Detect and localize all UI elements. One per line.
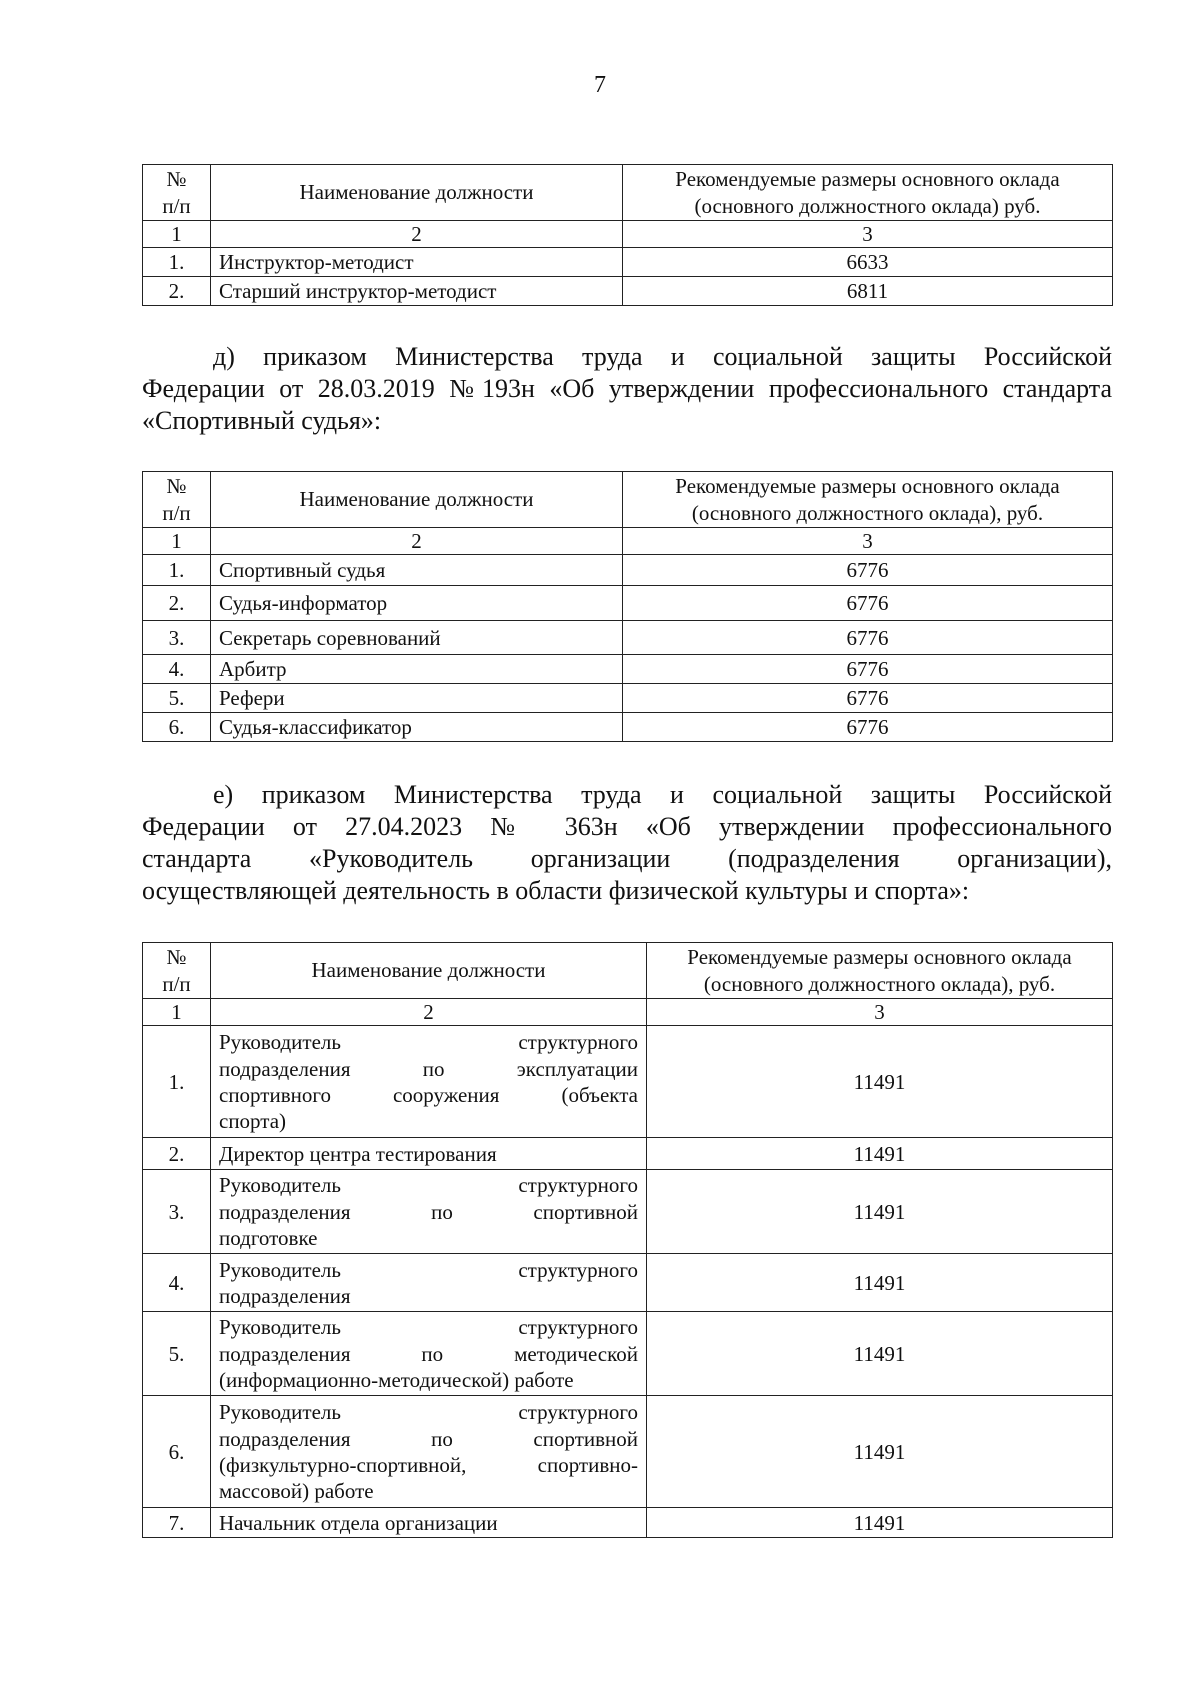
table-row bbox=[143, 1254, 1113, 1312]
table-row bbox=[143, 684, 1113, 713]
column-index-2: 2 bbox=[211, 999, 647, 1026]
header-num-label: п/п bbox=[162, 193, 191, 218]
position-name: Инструктор-методист bbox=[211, 248, 623, 277]
table-row bbox=[143, 1138, 1113, 1170]
row-number: 1. bbox=[143, 555, 211, 586]
position-name-line: спортивного сооружения (объекта bbox=[219, 1082, 638, 1107]
header-salary-line2: (основного должностного оклада), руб. bbox=[703, 971, 1056, 996]
salary-value: 11491 bbox=[647, 1396, 1113, 1508]
position-name-line: Начальник отдела организации bbox=[219, 1510, 498, 1535]
position-name-line: подразделения по методической bbox=[219, 1341, 638, 1366]
row-number: 2. bbox=[143, 277, 211, 306]
position-name-line: Руководитель структурного bbox=[219, 1315, 638, 1340]
salary-value: 11491 bbox=[647, 1138, 1113, 1170]
paragraph-d-line3: «Спортивный судья»: bbox=[142, 406, 382, 435]
page-number: 7 bbox=[594, 72, 606, 98]
header-num-label: п/п bbox=[162, 500, 191, 525]
position-name bbox=[211, 1170, 647, 1254]
position-name-line: (информационно-методической) работе bbox=[219, 1367, 574, 1392]
header-num-cell bbox=[143, 472, 211, 528]
position-name bbox=[211, 1508, 647, 1538]
column-index-2: 2 bbox=[211, 221, 623, 248]
table-row bbox=[143, 248, 1113, 277]
column-index-row bbox=[143, 528, 1113, 555]
table-row bbox=[143, 555, 1113, 586]
salary-value: 6633 bbox=[623, 248, 1113, 277]
position-name: Судья-классификатор bbox=[211, 713, 623, 742]
header-num-symbol: № bbox=[166, 945, 187, 970]
header-salary-line2: (основного должностного оклада), руб. bbox=[691, 500, 1044, 525]
position-name-line: подразделения по спортивной bbox=[219, 1199, 638, 1224]
paragraph-d-line2: Федерации от 28.03.2019 №193н «Об утверждении профессионального стандарта bbox=[142, 374, 1112, 403]
row-number: 3. bbox=[143, 1170, 211, 1254]
column-index-3: 3 bbox=[623, 221, 1113, 248]
paragraph-e bbox=[142, 779, 1112, 907]
position-name-line: (физкультурно-спортивной, спортивно- bbox=[219, 1452, 638, 1477]
position-name-line: Руководитель структурного bbox=[219, 1400, 638, 1425]
table-row bbox=[143, 277, 1113, 306]
header-num-label: п/п bbox=[162, 971, 191, 996]
row-number: 1. bbox=[143, 1026, 211, 1138]
row-number: 2. bbox=[143, 586, 211, 621]
row-number: 6. bbox=[143, 1396, 211, 1508]
header-position-cell: Наименование должности bbox=[211, 472, 623, 528]
table-row bbox=[143, 1312, 1113, 1396]
position-name-line: массовой) работе bbox=[219, 1479, 374, 1503]
position-name-line: спорта) bbox=[219, 1109, 287, 1133]
paragraph-e-line2: Федерации от 27.04.2023 № 363н «Об утверждении профессионального bbox=[142, 812, 1112, 841]
row-number: 5. bbox=[143, 684, 211, 713]
table-header-row bbox=[143, 472, 1113, 528]
row-number: 1. bbox=[143, 248, 211, 277]
position-name: Спортивный судья bbox=[211, 555, 623, 586]
header-num-symbol: № bbox=[166, 167, 187, 192]
salary-value: 6776 bbox=[623, 684, 1113, 713]
salary-value: 11491 bbox=[647, 1170, 1113, 1254]
column-index-1: 1 bbox=[143, 528, 211, 555]
column-index-row bbox=[143, 221, 1113, 248]
position-name: Старший инструктор-методист bbox=[211, 277, 623, 306]
position-name bbox=[211, 1254, 647, 1312]
table-row bbox=[143, 713, 1113, 742]
salary-value: 6776 bbox=[623, 621, 1113, 655]
position-name: Секретарь соревнований bbox=[211, 621, 623, 655]
position-name-line: подготовке bbox=[219, 1225, 318, 1250]
position-name bbox=[211, 1312, 647, 1396]
salary-value: 11491 bbox=[647, 1312, 1113, 1396]
table-header-row bbox=[143, 165, 1113, 221]
paragraph-e-line1: е) приказом Министерства труда и социальной защиты Российской bbox=[213, 780, 1112, 809]
row-number: 6. bbox=[143, 713, 211, 742]
row-number: 7. bbox=[143, 1508, 211, 1538]
position-name bbox=[211, 1138, 647, 1170]
row-number: 4. bbox=[143, 655, 211, 684]
table-row bbox=[143, 655, 1113, 684]
column-index-2: 2 bbox=[211, 528, 623, 555]
header-position-cell: Наименование должности bbox=[211, 165, 623, 221]
header-num-symbol: № bbox=[166, 474, 187, 499]
paragraph-e-line4: осуществляющей деятельность в области физической культуры и спорта»: bbox=[142, 876, 970, 905]
header-salary-line1: Рекомендуемые размеры основного оклада bbox=[675, 474, 1060, 499]
row-number: 3. bbox=[143, 621, 211, 655]
salary-value: 6776 bbox=[623, 555, 1113, 586]
table-row bbox=[143, 1170, 1113, 1254]
position-name: Рефери bbox=[211, 684, 623, 713]
position-name: Судья-информатор bbox=[211, 586, 623, 621]
position-name bbox=[211, 1396, 647, 1508]
header-position-cell: Наименование должности bbox=[211, 943, 647, 999]
salary-table-3 bbox=[142, 942, 1113, 1538]
salary-value: 11491 bbox=[647, 1508, 1113, 1538]
position-name-line: Руководитель структурного bbox=[219, 1173, 638, 1198]
row-number: 2. bbox=[143, 1138, 211, 1170]
position-name bbox=[211, 1026, 647, 1138]
salary-value: 6811 bbox=[623, 277, 1113, 306]
table-row bbox=[143, 621, 1113, 655]
table-row bbox=[143, 1508, 1113, 1538]
column-index-1: 1 bbox=[143, 221, 211, 248]
header-salary-line1: Рекомендуемые размеры основного оклада bbox=[675, 167, 1060, 192]
header-salary-cell bbox=[623, 165, 1113, 221]
salary-value: 11491 bbox=[647, 1026, 1113, 1138]
paragraph-d-line1: д) приказом Министерства труда и социальной защиты Российской bbox=[213, 342, 1112, 371]
position-name-line: Руководитель структурного bbox=[219, 1030, 638, 1055]
column-index-row bbox=[143, 999, 1113, 1026]
position-name-line: подразделения по эксплуатации bbox=[219, 1056, 638, 1081]
header-num-cell bbox=[143, 165, 211, 221]
table-row bbox=[143, 1396, 1113, 1508]
position-name-line: подразделения по спортивной bbox=[219, 1426, 638, 1451]
row-number: 5. bbox=[143, 1312, 211, 1396]
header-salary-cell bbox=[623, 472, 1113, 528]
paragraph-e-line3: стандарта «Руководитель организации (подразделения организации), bbox=[142, 844, 1112, 873]
salary-value: 6776 bbox=[623, 586, 1113, 621]
row-number: 4. bbox=[143, 1254, 211, 1312]
column-index-1: 1 bbox=[143, 999, 211, 1026]
position-name-line: Директор центра тестирования bbox=[219, 1141, 497, 1166]
paragraph-d bbox=[142, 341, 1112, 437]
position-name-line: подразделения bbox=[219, 1283, 351, 1308]
salary-table-2 bbox=[142, 471, 1113, 742]
salary-table-1 bbox=[142, 164, 1113, 306]
salary-value: 6776 bbox=[623, 655, 1113, 684]
table-row bbox=[143, 1026, 1113, 1138]
position-name: Арбитр bbox=[211, 655, 623, 684]
salary-value: 11491 bbox=[647, 1254, 1113, 1312]
column-index-3: 3 bbox=[647, 999, 1113, 1026]
table-row bbox=[143, 586, 1113, 621]
header-salary-line1: Рекомендуемые размеры основного оклада bbox=[687, 945, 1072, 970]
header-num-cell bbox=[143, 943, 211, 999]
position-name-line: Руководитель структурного bbox=[219, 1257, 638, 1282]
table-header-row bbox=[143, 943, 1113, 999]
header-salary-cell bbox=[647, 943, 1113, 999]
column-index-3: 3 bbox=[623, 528, 1113, 555]
salary-value: 6776 bbox=[623, 713, 1113, 742]
header-salary-line2: (основного должностного оклада) руб. bbox=[694, 193, 1041, 218]
